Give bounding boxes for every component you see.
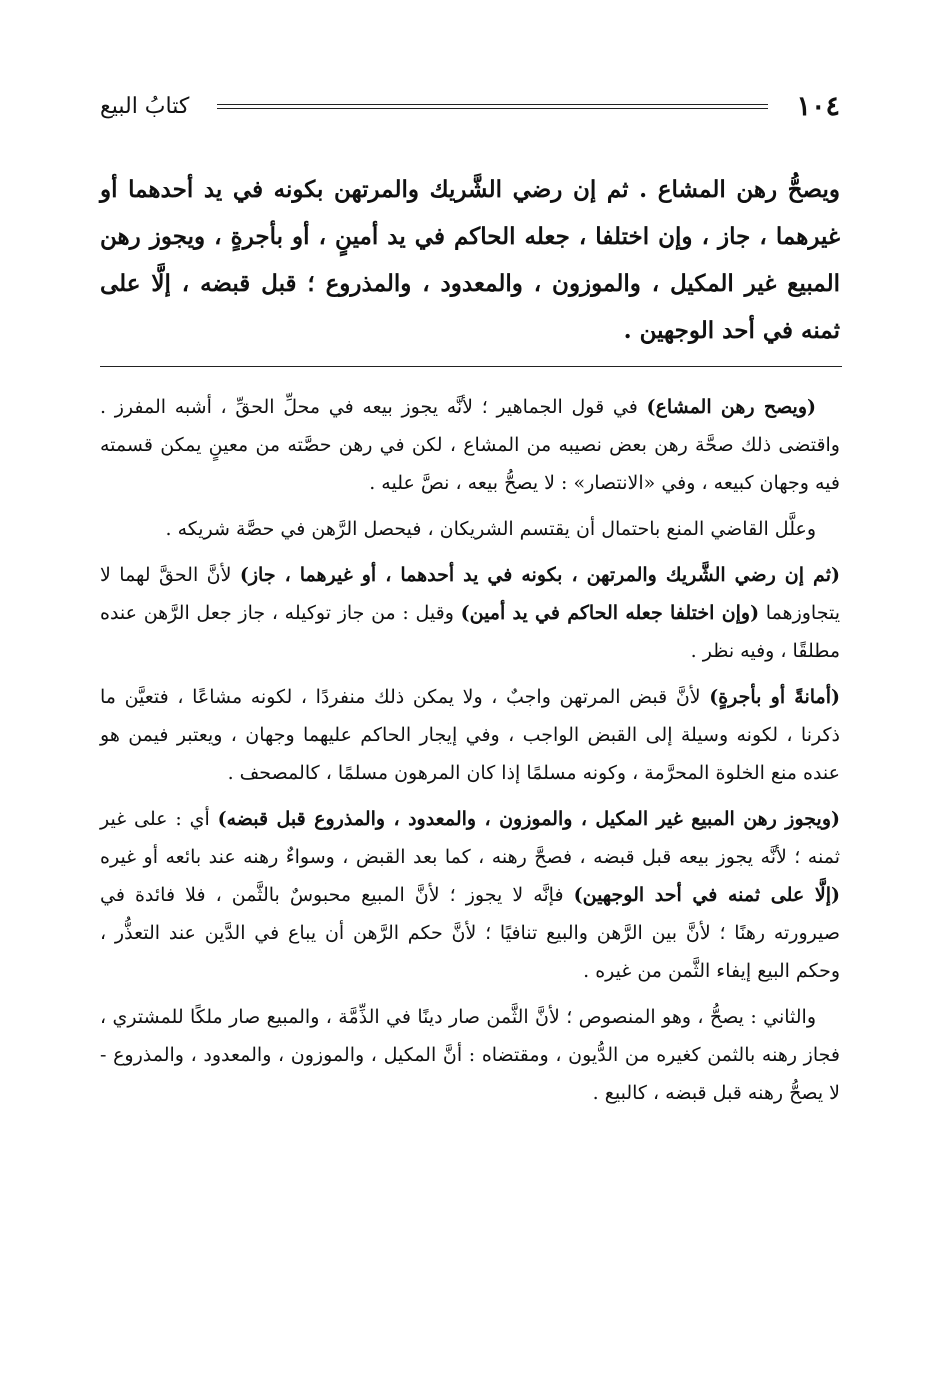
sharh-paragraph [100, 388, 840, 502]
quoted-matn: (أمانةً أو بأجرةٍ) [709, 686, 840, 708]
running-title: كتابُ البيع [100, 93, 190, 119]
quoted-matn: (ثم إن رضي الشَّريك والمرتهن ، بكونه في يد أحدهما ، أو غيرهما ، جاز) [239, 564, 840, 586]
matn-text: ويصحُّ رهن المشاع . ثم إن رضي الشَّريك والمرتهن بكونه في يد أحدهما أو غيرهما ، جاز ، وإن اختلفا ، جعله الحاكم في يد أمينٍ ، أو بأجرةٍ ، ويجوز رهن المبيع غير المكيل ، والموزون ، والمعدود ، والمذروع ؛ قبل قبضه ، إلَّا على ثمنه في أحد الوجهين . [100, 176, 840, 344]
sharh-paragraph [100, 556, 840, 670]
commentary-text: فإنَّه لا يجوز ؛ لأنَّ المبيع محبوسٌ بالثَّمن ، فلا فائدة في صيرورته رهنًا ؛ لأنَّ بين الرَّهن والبيع تنافيًا ؛ لأنَّ حكم الرَّهن أن يباع في الدَّين عند التعذُّر ، وحكم البيع إيفاء الثَّمن من غيره . [100, 884, 840, 982]
sharh-paragraph [100, 998, 840, 1112]
quoted-matn: (إلَّا على ثمنه في أحد الوجهين) [573, 884, 840, 906]
commentary-text: والثاني : يصحُّ ، وهو المنصوص ؛ لأنَّ الثَّمن صار دينًا في الذِّمَّة ، والمبيع صار ملكًا للمشتري ، فجاز رهنه بالثمن كغيره من الدُّيون ، ومقتضاه : أنَّ المكيل ، والموزون ، والمعدود ، والمذروع - لا يصحُّ رهنه قبل قبضه ، كالبيع . [100, 1006, 840, 1104]
commentary-text: وعلَّل القاضي المنع باحتمال أن يقتسم الشريكان ، فيحصل الرَّهن في حصَّة شريكه . [165, 518, 816, 540]
quoted-matn: (وإن اختلفا جعله الحاكم في يد أمين) [460, 602, 760, 624]
header-rule [217, 104, 768, 109]
commentary-text: وقيل : من جاز توكيله ، جاز جعل الرَّهن عنده مطلقًا ، وفيه نظر . [100, 602, 840, 662]
quoted-matn: (ويصح رهن المشاع) [646, 396, 817, 418]
sharh-paragraph [100, 800, 840, 990]
matn-sharh-separator [100, 366, 842, 367]
quoted-matn: (ويجوز رهن المبيع غير المكيل ، والموزون ، والمعدود ، والمذروع قبل قبضه) [217, 808, 840, 830]
commentary-text: أي : على غير ثمنه ؛ لأنَّه يجوز بيعه قبل قبضه ، فصحَّ رهنه ، كما بعد القبض ، وسواءٌ رهنه عند بائعه أو غيره [100, 808, 840, 868]
sharh-paragraph [100, 678, 840, 792]
sharh-commentary [100, 388, 840, 1120]
sharh-paragraph [100, 510, 840, 548]
commentary-text: في قول الجماهير ؛ لأنَّه يجوز بيعه في محلِّ الحقِّ ، أشبه المفرز . واقتضى ذلك صحَّة رهن بعض نصيبه من المشاع ، لكن في رهن حصَّته من معينٍ يمكن قسمته فيه وجهان كبيعه ، وفي «الانتصار» : لا يصحُّ بيعه ، نصَّ عليه . [100, 396, 840, 494]
commentary-text: لأنَّ الحقَّ لهما لا يتجاوزهما [100, 564, 841, 624]
commentary-text: لأنَّ قبض المرتهن واجبٌ ، ولا يمكن ذلك منفردًا ، لكونه مشاعًا ، فتعيَّن ما ذكرنا ، لكونه وسيلة إلى القبض الواجب ، وفي إيجار الحاكم عليهما وجهان ، ويعتبر فيمن هو عنده منع الخلوة المحرَّمة ، وكونه مسلمًا إذا كان المرهون مسلمًا ، كالمصحف . [100, 686, 840, 784]
page-header [100, 86, 840, 126]
page-number: ١٠٤ [796, 90, 840, 122]
